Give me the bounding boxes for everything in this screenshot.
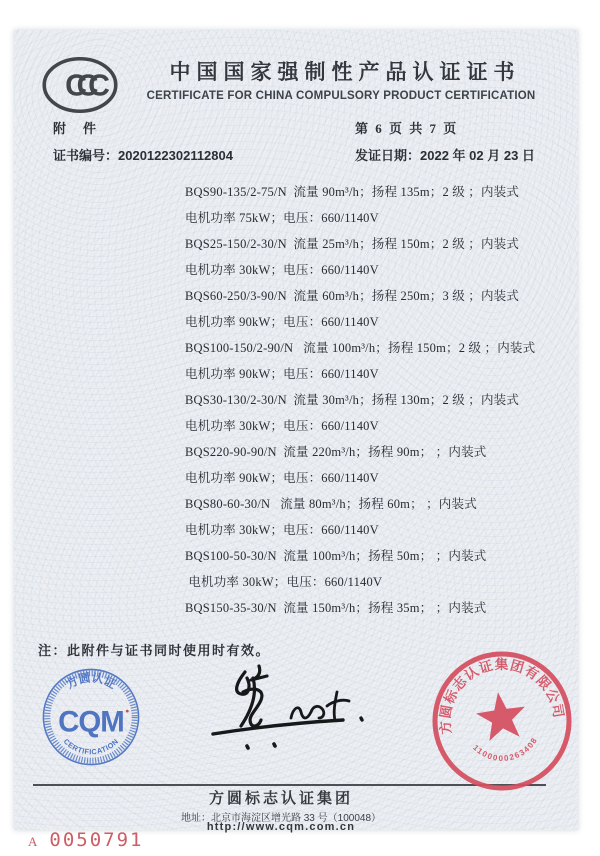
product-spec-line: 电机功率 30kW；电压：660/1140V	[185, 523, 379, 537]
product-spec-line: 电机功率 90kW；电压：660/1140V	[185, 315, 379, 329]
product-spec-line: 电机功率 75kW；电压：660/1140V	[185, 211, 379, 225]
validity-note: 注：此附件与证书同时使用时有效。	[38, 643, 271, 658]
ccc-logo	[40, 54, 120, 116]
product-spec-line: BQS100-150/2-90/N 流量 100m³/h；扬程 150m；2 级 ；内装式	[185, 341, 536, 355]
signature	[199, 660, 377, 762]
cqm-letters: CQM	[58, 705, 124, 739]
serial-digits: 0050791	[49, 829, 144, 851]
attachment-label: 附 件	[53, 121, 99, 136]
certificate-paper	[14, 30, 578, 833]
ccc-mark-letters: CCC	[65, 69, 100, 103]
footer-company: 方圆标志认证集团	[208, 791, 353, 807]
form-serial-number	[28, 829, 143, 851]
product-spec-line: BQS30-130/2-30/N 流量 30m³/h；扬程 130m；2 级 ；内装式	[185, 393, 520, 407]
cqm-logo	[40, 666, 142, 768]
svg-text:1100000263408	[470, 734, 542, 767]
product-spec-line: BQS80-60-30/N 流量 80m³/h；扬程 60m； ；内装式	[185, 497, 477, 511]
cqm-registered-dot	[126, 710, 129, 713]
product-spec-line: BQS90-135/2-75/N 流量 90m³/h；扬程 135m；2 级 ；内装式	[185, 185, 520, 199]
seal-star-icon	[474, 689, 529, 742]
serial-prefix: A	[28, 834, 38, 849]
certificate-number-label: 证书编号：	[53, 148, 119, 163]
seal-company-text: 方圆标志认证集团有限公司	[437, 657, 567, 735]
cqm-arc-bottom-text: CERTIFICATION	[61, 736, 121, 757]
cqm-arc-top-text: 方圆认证	[64, 671, 118, 692]
company-seal	[427, 646, 577, 796]
product-spec-list	[185, 179, 568, 621]
seal-number-text: 1100000263408	[471, 735, 540, 763]
product-spec-line: 电机功率 30kW；电压：660/1140V	[185, 575, 383, 589]
product-spec-line: BQS220-90-90/N 流量 220m³/h；扬程 90m； ；内装式	[185, 445, 487, 459]
certificate-title-cn: 中国国家强制性产品认证证书	[169, 60, 521, 84]
issue-date-row	[355, 145, 535, 164]
product-spec-line: 电机功率 90kW；电压：660/1140V	[185, 471, 379, 485]
footer-website: http://www.cqm.com.cn	[206, 821, 356, 833]
product-spec-line: 电机功率 30kW；电压：660/1140V	[185, 263, 379, 277]
certificate-title-en: CERTIFICATE FOR CHINA COMPULSORY PRODUCT CERTIFICATION	[146, 90, 536, 102]
footer-address: 地址：北京市海淀区增光路 33 号（100048）	[180, 813, 382, 824]
certificate-number-value: 2020122302112804	[118, 148, 233, 163]
page-info: 第 6 页 共 7 页	[355, 121, 459, 136]
certificate-number-row	[53, 145, 233, 164]
product-spec-line: BQS25-150/2-30/N 流量 25m³/h；扬程 150m；2 级 ；内装式	[185, 237, 520, 251]
product-spec-line: BQS60-250/3-90/N 流量 60m³/h；扬程 250m；3 级 ；内装式	[185, 289, 520, 303]
product-spec-line: BQS100-50-30/N 流量 100m³/h；扬程 50m； ；内装式	[185, 549, 487, 563]
product-spec-line: 电机功率 30kW；电压：660/1140V	[185, 419, 379, 433]
issue-date-value: 2022 年 02 月 23 日	[420, 148, 535, 163]
product-spec-line: BQS150-35-30/N 流量 150m³/h；扬程 35m； ；内装式	[185, 601, 487, 615]
product-spec-line: 电机功率 90kW；电压：660/1140V	[185, 367, 379, 381]
issue-date-label: 发证日期：	[355, 148, 421, 163]
